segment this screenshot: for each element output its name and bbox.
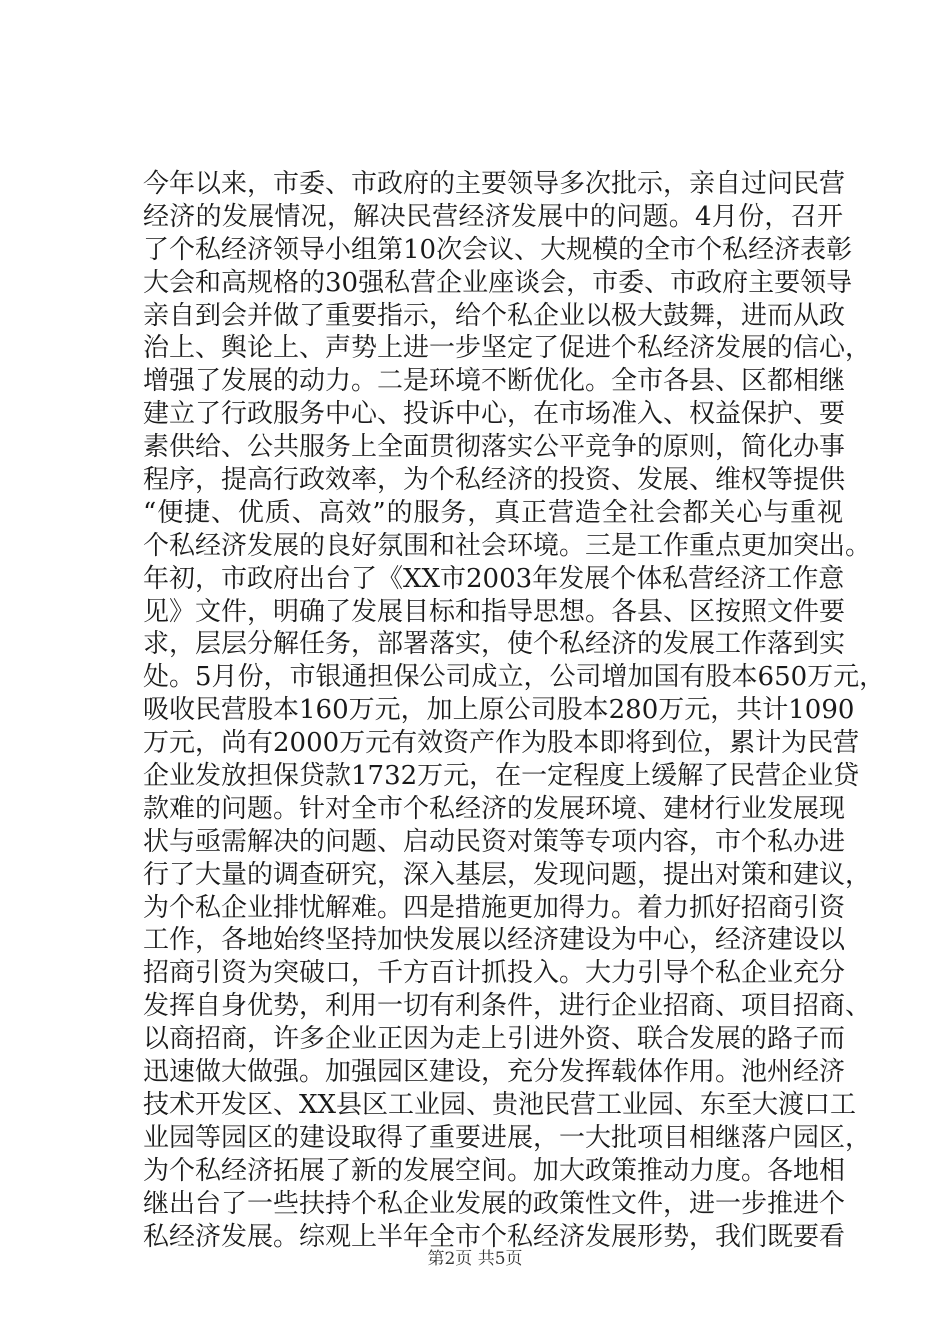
text-line: 万元，尚有2000万元有效资产作为股本即将到位，累计为民营 bbox=[143, 728, 860, 759]
text-line: 业园等园区的建设取得了重要进展，一大批项目相继落户园区， bbox=[143, 1122, 872, 1153]
text-line: 以商招商，许多企业正因为走上引进外资、联合发展的路子而 bbox=[143, 1024, 846, 1055]
text-line: 增强了发展的动力。二是环境不断优化。全市各县、区都相继 bbox=[143, 366, 846, 397]
text-line: 程序，提高行政效率，为个私经济的投资、发展、维权等提供 bbox=[143, 465, 846, 496]
text-line: 行了大量的调查研究，深入基层，发现问题，提出对策和建议， bbox=[143, 859, 872, 890]
text-line: 素供给、公共服务上全面贯彻落实公平竞争的原则，简化办事 bbox=[143, 432, 846, 463]
text-line: “便捷、优质、高效”的服务，真正营造全社会都关心与重视 bbox=[143, 497, 843, 528]
text-line: 发挥自身优势，利用一切有利条件，进行企业招商、项目招商、 bbox=[143, 991, 872, 1022]
text-line: 工作，各地始终坚持加快发展以经济建设为中心，经济建设以 bbox=[143, 925, 846, 956]
text-line: 迅速做大做强。加强园区建设，充分发挥载体作用。池州经济 bbox=[143, 1057, 846, 1088]
text-line: 状与亟需解决的问题、启动民资对策等专项内容，市个私办进 bbox=[143, 826, 846, 857]
text-line: 经济的发展情况，解决民营经济发展中的问题。4月份，召开 bbox=[143, 201, 843, 232]
text-line: 继出台了一些扶持个私企业发展的政策性文件，进一步推进个 bbox=[143, 1188, 846, 1219]
text-line: 款难的问题。针对全市个私经济的发展环境、建材行业发展现 bbox=[143, 793, 846, 824]
text-line: 治上、舆论上、声势上进一步坚定了促进个私经济发展的信心， bbox=[143, 333, 872, 364]
text-line: 招商引资为突破口，千方百计抓投入。大力引导个私企业充分 bbox=[143, 958, 846, 989]
text-line: 年初，市政府出台了《XX市2003年发展个体私营经济工作意 bbox=[143, 563, 845, 594]
body-paragraph bbox=[143, 168, 886, 1253]
text-line: 技术开发区、XX县区工业园、贵池民营工业园、东至大渡口工 bbox=[143, 1089, 857, 1120]
page-footer: 第2页 共5页 bbox=[427, 1249, 523, 1269]
text-line: 建立了行政服务中心、投诉中心，在市场准入、权益保护、要 bbox=[143, 399, 846, 430]
text-line: 见》文件，明确了发展目标和指导思想。各县、区按照文件要 bbox=[143, 596, 846, 627]
text-line: 今年以来，市委、市政府的主要领导多次批示，亲自过问民营 bbox=[143, 169, 846, 199]
text-line: 企业发放担保贷款1732万元，在一定程度上缓解了民营企业贷 bbox=[143, 761, 860, 792]
text-line: 为个私经济拓展了新的发展空间。加大政策推动力度。各地相 bbox=[143, 1155, 846, 1186]
text-line: 吸收民营股本160万元，加上原公司股本280万元，共计1090 bbox=[143, 695, 855, 726]
text-line: 私经济发展。综观上半年全市个私经济发展形势，我们既要看 bbox=[143, 1221, 846, 1252]
text-line: 亲自到会并做了重要指示，给个私企业以极大鼓舞，进而从政 bbox=[143, 300, 846, 331]
text-line: 个私经济发展的良好氛围和社会环境。三是工作重点更加突出。 bbox=[143, 530, 872, 561]
text-line: 了个私经济领导小组第10次会议、大规模的全市个私经济表彰 bbox=[143, 234, 853, 265]
text-line: 处。5月份，市银通担保公司成立，公司增加国有股本650万元， bbox=[143, 662, 886, 693]
text-line: 求，层层分解任务，部署落实，使个私经济的发展工作落到实 bbox=[143, 629, 846, 660]
text-line: 为个私企业排忧解难。四是措施更加得力。着力抓好招商引资 bbox=[143, 892, 846, 923]
text-line: 大会和高规格的30强私营企业座谈会，市委、市政府主要领导 bbox=[143, 267, 853, 298]
